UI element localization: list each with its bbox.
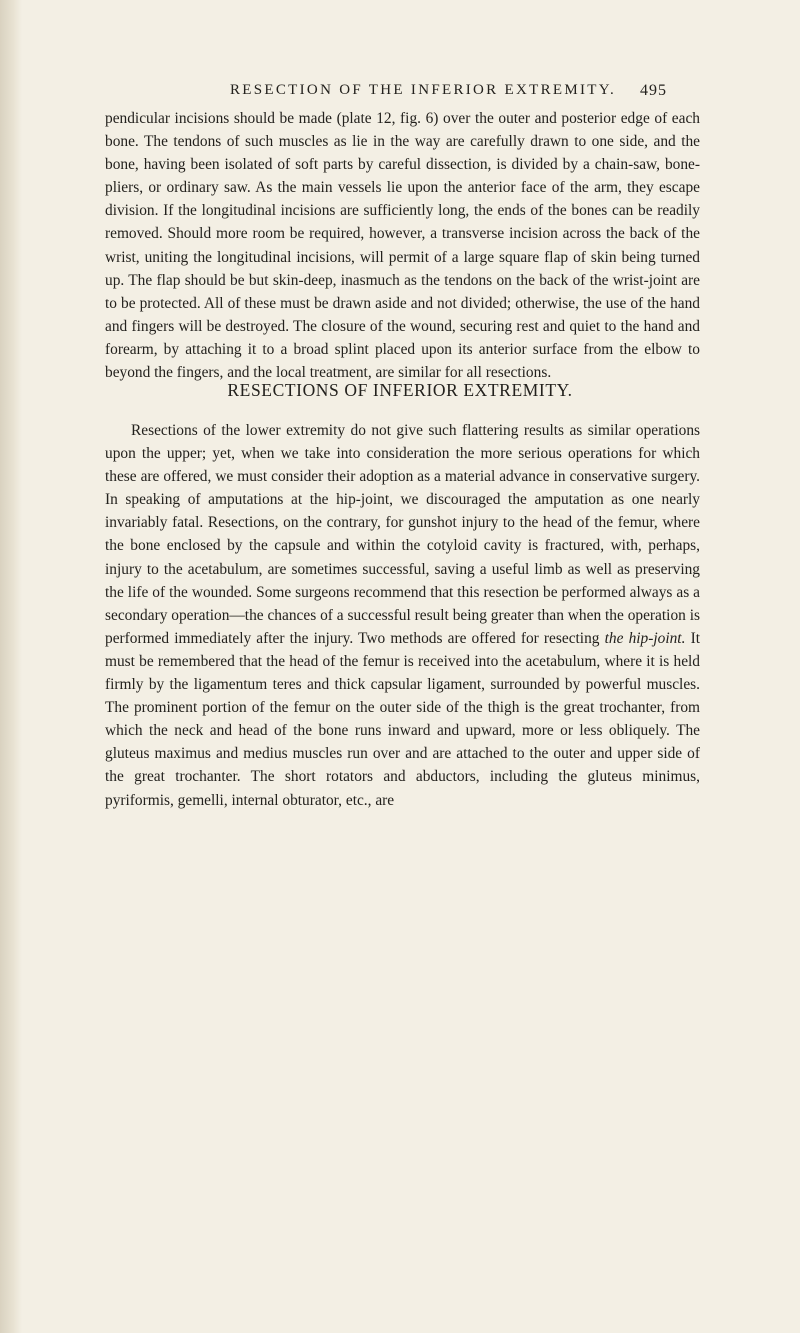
page-number: 495 bbox=[640, 82, 667, 99]
section-heading: RESECTIONS OF INFERIOR EXTREMITY. bbox=[227, 380, 573, 400]
page-binding-edge bbox=[0, 0, 22, 1333]
paragraph-text-before-emphasis: Resections of the lower extremity do not give such flattering results as similar operations upon the upper; yet, when we take into consideration the more serious operations for which these are offered, we must consider their adoption as a material advance in conservative surgery. In speaking of amputations at the hip-joint, we discouraged the amputation as one nearly invariably fatal. Resections, on the contrary, for gunshot injury to the head of the femur, where the bone enclosed by the capsule and within the cotyloid cavity is fractured, with, perhaps, injury to the acetabulum, are sometimes successful, saving a useful limb as well as preserving the life of the wounded. Some surgeons recommend that this resection be performed always as a secondary operation—the chances of a successful result being greater than when the operation is performed immediately after the injury. Two methods are offered for resecting bbox=[105, 422, 700, 647]
running-title: RESECTION OF THE INFERIOR EXTREMITY. bbox=[230, 82, 617, 98]
emphasized-term: the hip-joint. bbox=[604, 629, 686, 647]
running-head bbox=[0, 82, 800, 108]
paragraph-text-after-emphasis: It must be remembered that the head of the femur is received into the acetabulum, where it is held firmly by the ligamentum teres and thick capsular ligament, surrounded by powerful muscles. The prominent portion of the femur on the outer side of the thigh is the great trochanter, from which the neck and head of the bone runs inward and upward, more or less obliquely. The gluteus maximus and medius muscles run over and are attached to the outer and upper side of the great trochanter. The short rotators and abductors, including the gluteus minimus, pyriformis, gemelli, internal obturator, etc., are bbox=[105, 629, 700, 809]
section-paragraph bbox=[105, 419, 700, 812]
continued-paragraph: pendicular incisions should be made (plate 12, fig. 6) over the outer and posterior edge of each bone. The tendons of such muscles as lie in the way are carefully drawn to one side, and the bone, having been isolated of soft parts by careful dissection, is divided by a chain-saw, bone-pliers, or ordinary saw. As the main vessels lie upon the anterior face of the arm, they escape division. If the longitudinal incisions are sufficiently long, the ends of the bones can be readily removed. Should more room be required, however, a transverse incision across the back of the wrist, uniting the longitudinal incisions, will permit of a large square flap of skin being turned up. The flap should be but skin-deep, inasmuch as the tendons on the back of the wrist-joint are to be protected. All of these must be drawn aside and not divided; otherwise, the use of the hand and fingers will be destroyed. The closure of the wound, securing rest and quiet to the hand and forearm, by attaching it to a broad splint placed upon its anterior surface from the elbow to beyond the fingers, and the local treatment, are similar for all resections. bbox=[105, 110, 700, 382]
